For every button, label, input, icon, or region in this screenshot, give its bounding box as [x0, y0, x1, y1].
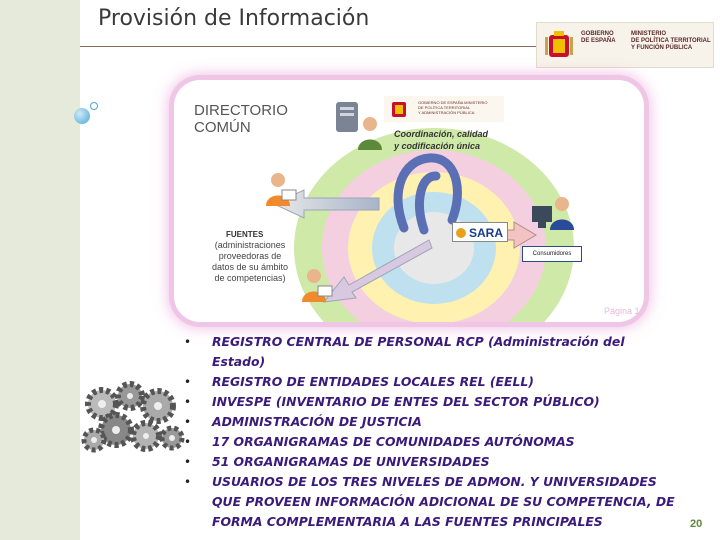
coordinacion-label: Coordinación, calidad y codificación única	[394, 129, 489, 151]
inner-logo-text: GOBIERNO DE ESPAÑA MINISTERIO DE POLÍTICA TERRITORIAL Y ADMINISTRACIÓN PÚBLICA	[418, 100, 488, 115]
decorative-bubble-icon	[74, 108, 90, 124]
bullet-item: • ADMINISTRACIÓN DE JUSTICIA	[184, 412, 682, 432]
sources-bullet-list	[184, 332, 682, 532]
slide-sidebar-band	[0, 0, 80, 540]
consumidores-label: Consumidores	[522, 246, 582, 262]
decorative-small-bubble-icon	[90, 102, 98, 110]
sara-network-label: SARA	[452, 222, 508, 242]
fuentes-heading: FUENTES	[226, 230, 264, 239]
directory-diagram	[174, 80, 644, 322]
inner-coat-of-arms-icon	[388, 99, 410, 119]
pagina-watermark: Página 1	[604, 306, 640, 316]
page-number: 20	[690, 518, 703, 530]
bullet-item: • INVESPE (INVENTARIO DE ENTES DEL SECTOR PÚBLICO)	[184, 392, 682, 412]
government-logo-right-text: MINISTERIO DE POLÍTICA TERRITORIAL Y FUNCIÓN PÚBLICA	[631, 31, 711, 51]
inner-government-logo	[384, 96, 504, 122]
bullet-item: • REGISTRO CENTRAL DE PERSONAL RCP (Administración del Estado)	[184, 332, 682, 372]
government-logo-left-text: GOBIERNO DE ESPAÑA	[581, 31, 616, 44]
directorio-comun-title: DIRECTORIO COMÚN	[194, 102, 288, 136]
title-underline	[80, 46, 540, 47]
bullet-item: • REGISTRO DE ENTIDADES LOCALES REL (EELL)	[184, 372, 682, 392]
gears-icon	[80, 378, 186, 458]
coat-of-arms-icon	[543, 29, 575, 61]
bullet-item: • 51 ORGANIGRAMAS DE UNIVERSIDADES	[184, 452, 682, 472]
server-icon	[336, 102, 358, 132]
slide-title: Provisión de Información	[98, 6, 370, 31]
fuentes-description: (administraciones proveedoras de datos de su ámbito de competencias)	[211, 240, 289, 283]
coordinator-person-icon	[358, 117, 382, 150]
government-logo	[536, 22, 714, 68]
bullet-item: • 17 ORGANIGRAMAS DE COMUNIDADES AUTÓNOMAS	[184, 432, 682, 452]
bullet-item: • USUARIOS DE LOS TRES NIVELES DE ADMON. Y UNIVERSIDADES QUE PROVEEN INFORMACIÓN ADICIONAL DE SU COMPETENCIA, DE FORMA COMPLEMENTARIA A LAS FUENTES PRINCIPALES	[184, 472, 682, 532]
